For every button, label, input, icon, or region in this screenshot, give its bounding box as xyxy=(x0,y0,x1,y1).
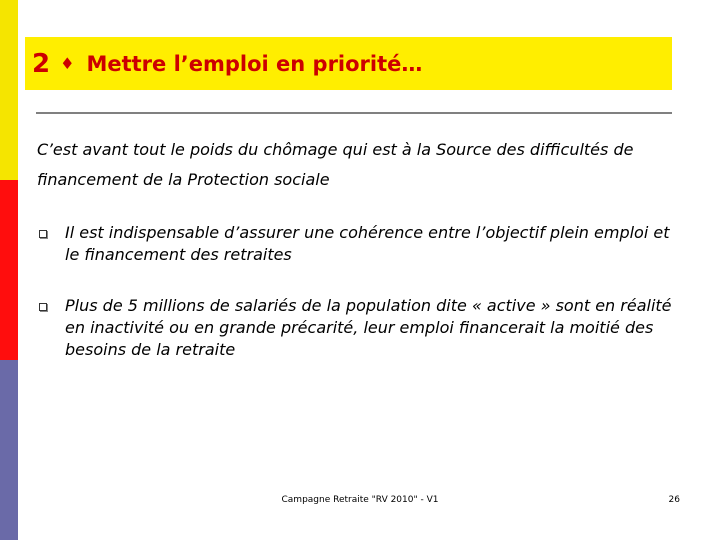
diamond-icon: ♦ xyxy=(60,54,75,73)
left-accent-bar-yellow xyxy=(0,0,18,180)
bullet-text: Plus de 5 millions de salariés de la population dite « active » sont en réalité en inactivité ou en grande précarité, leur emploi financerait la moitié des besoins de la retraite xyxy=(65,296,672,359)
checkbox-bullet-icon xyxy=(39,303,47,311)
left-accent-bar-blue xyxy=(0,360,18,540)
checkbox-bullet-icon xyxy=(39,230,47,238)
page-number: 26 xyxy=(668,495,680,505)
slide-title-number: 2 xyxy=(32,48,51,79)
bullet-item xyxy=(37,222,677,266)
left-accent-bar-red xyxy=(0,180,18,360)
intro-paragraph: C’est avant tout le poids du chômage qui est à la Source des difficultés de financement de la Protection sociale xyxy=(37,140,634,189)
bullet-item xyxy=(37,295,677,361)
title-divider xyxy=(36,112,672,114)
footer-label: Campagne Retraite "RV 2010" - V1 xyxy=(281,495,439,505)
slide-title: Mettre l’emploi en priorité… xyxy=(86,51,423,76)
slide-title-banner xyxy=(25,37,672,90)
bullet-text: Il est indispensable d’assurer une cohérence entre l’objectif plein emploi et le financement des retraites xyxy=(65,223,670,264)
